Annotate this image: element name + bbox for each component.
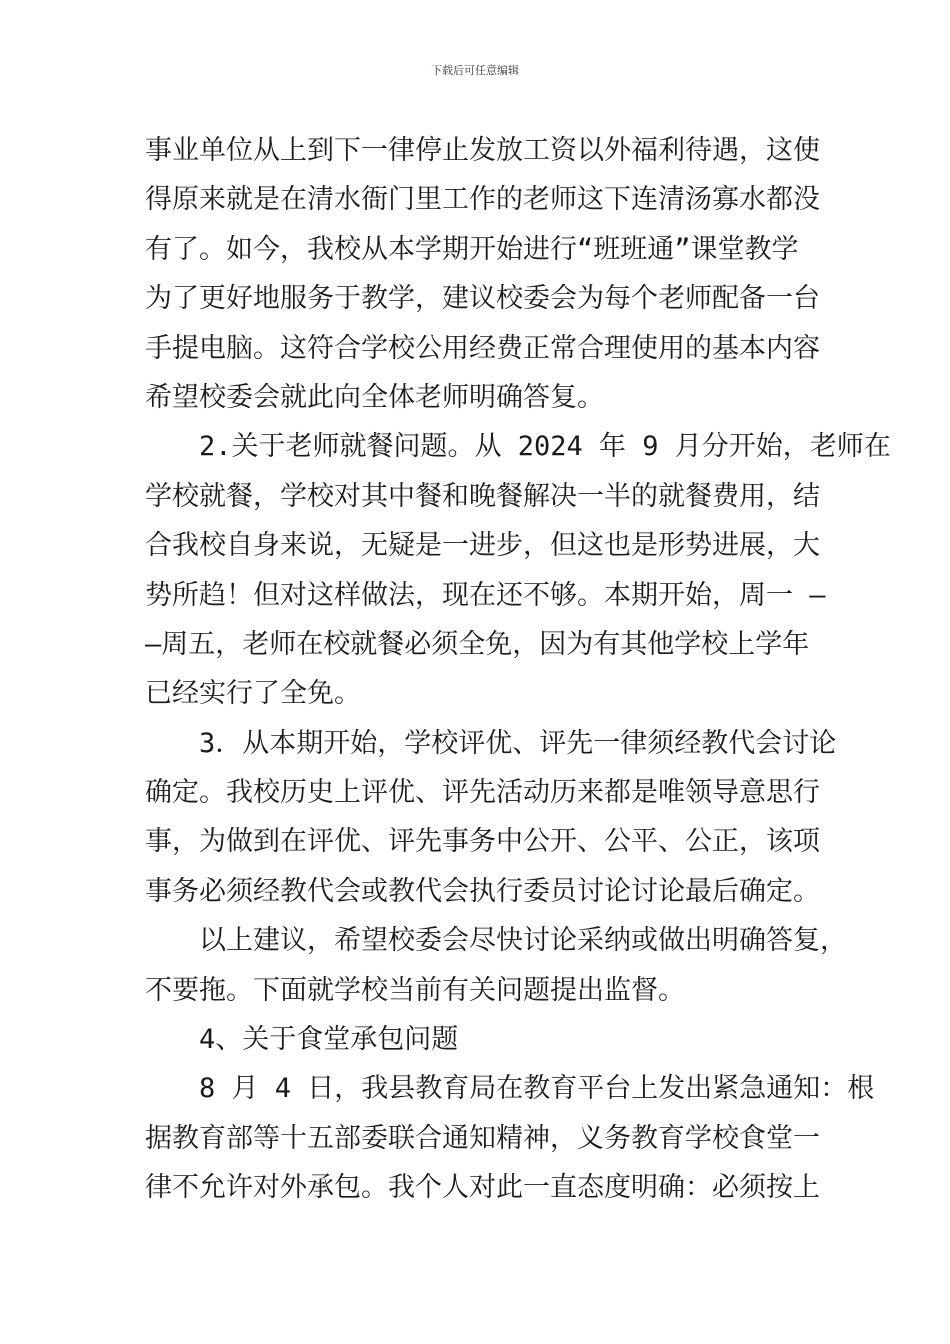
- text-line: 学校就餐，学校对其中餐和晚餐解决一半的就餐费用，结: [145, 480, 820, 512]
- text-line: 事业单位从上到下一律停止发放工资以外福利待遇，这使: [145, 135, 820, 166]
- text-line: 希望校委会就此向全体老师明确答复。: [145, 381, 604, 413]
- text-line: 确定。我校历史上评优、评先活动历来都是唯领导意思行: [145, 777, 820, 809]
- page-header: 下载后可任意编辑: [431, 64, 519, 77]
- paragraph-start: 3．从本期开始，学校评优、评先一律须经教代会讨论: [199, 727, 837, 759]
- paragraph-start: 以上建议，希望校委会尽快讨论采纳或做出明确答复，: [199, 925, 847, 957]
- text-line: 手提电脑。这符合学校公用经费正常合理使用的基本内容: [145, 332, 820, 364]
- paragraph-start: 2.关于老师就餐问题。从 2024 年 9 月分开始，老师在: [199, 431, 891, 463]
- text-line: 不要拖。下面就学校当前有关问题提出监督。: [145, 974, 685, 1006]
- section-heading: 4、关于食堂承包问题: [199, 1024, 459, 1056]
- text-line: 事务必须经教代会或教代会执行委员讨论讨论最后确定。: [145, 875, 820, 907]
- text-line: 得原来就是在清水衙门里工作的老师这下连清汤寡水都没: [145, 184, 820, 216]
- text-line: 据教育部等十五部委联合通知精神，义务教育学校食堂一: [145, 1122, 820, 1154]
- text-line: 律不允许对外承包。我个人对此一直态度明确：必须按上: [145, 1172, 820, 1204]
- text-line: 事，为做到在评优、评先事务中公开、公平、公正，该项: [145, 826, 820, 858]
- text-line: 为了更好地服务于教学，建议校委会为每个老师配备一台: [145, 283, 820, 315]
- text-line: 合我校自身来说，无疑是一进步，但这也是形势进展，大: [145, 530, 820, 562]
- text-line: 已经实行了全免。: [145, 678, 361, 710]
- text-line: 有了。如今，我校从本学期开始进行“班班通”课堂教学: [145, 233, 799, 265]
- text-line: 势所趋！但对这样做法，现在还不够。本期开始，周一 —: [145, 579, 826, 611]
- text-line: —周五，老师在校就餐必须全免，因为有其他学校上学年: [145, 628, 810, 660]
- paragraph-start: 8 月 4 日，我县教育局在教育平台上发出紧急通知：根: [199, 1073, 875, 1105]
- document-body: [145, 126, 891, 1213]
